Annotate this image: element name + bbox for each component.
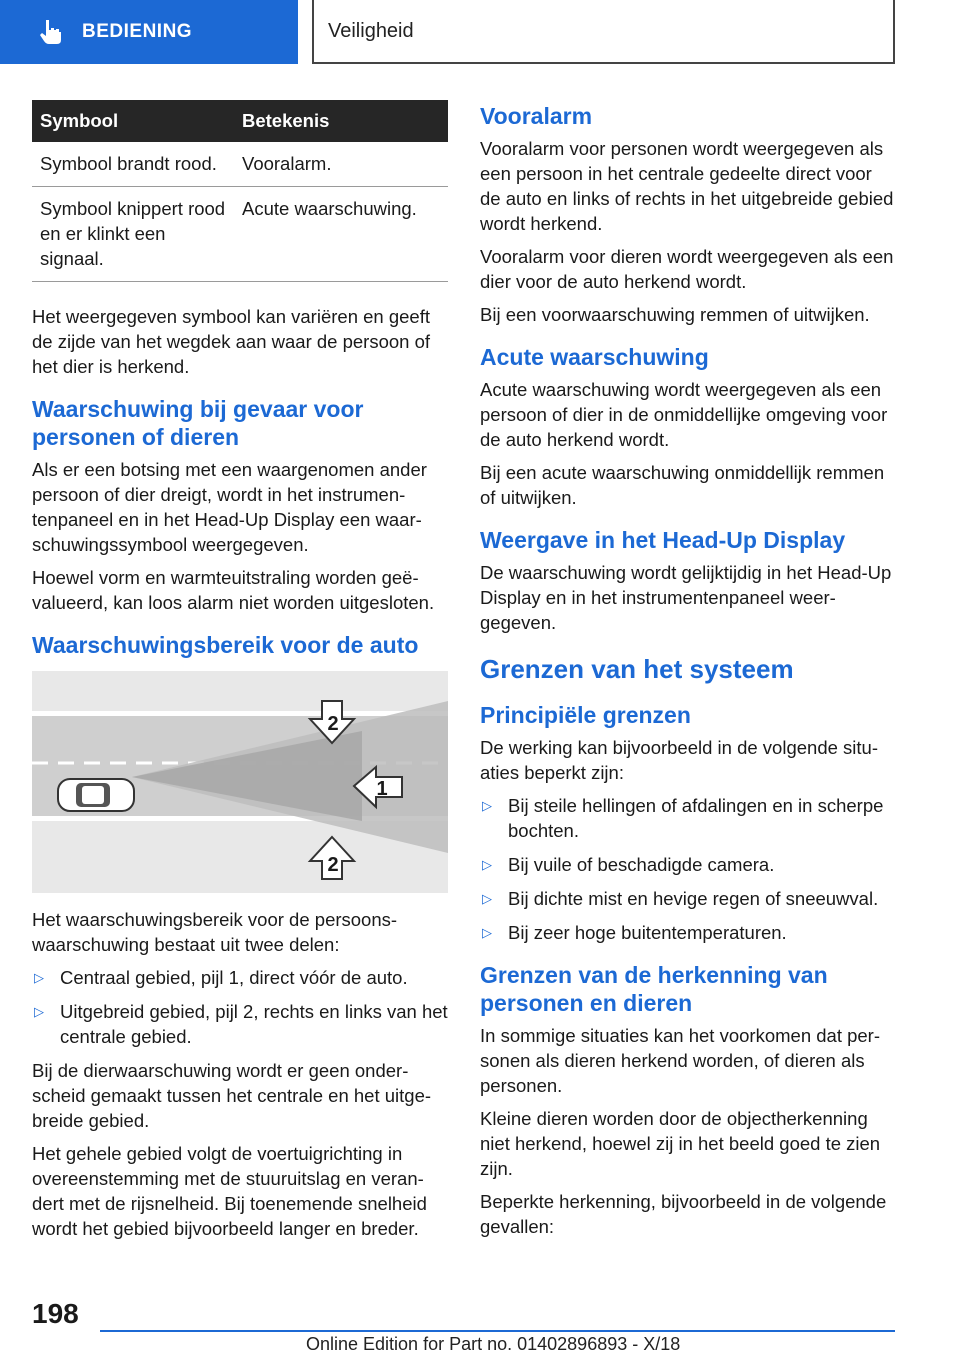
table-header-cell: Betekenis <box>234 100 448 142</box>
table-cell: Vooralarm. <box>234 142 448 187</box>
right-column <box>480 100 896 1247</box>
list-item-text: Bij vuile of beschadigde camera. <box>508 854 775 875</box>
car-icon <box>58 779 134 811</box>
section-heading: Vooralarm <box>480 103 593 129</box>
page-number: 198 <box>32 1298 79 1329</box>
list-item-text: Centraal gebied, pijl 1, direct vóór de auto. <box>60 967 408 988</box>
section-heading: Principiële grenzen <box>480 702 691 728</box>
table-row <box>32 142 448 187</box>
warning-range-diagram <box>32 671 448 893</box>
table-cell: Acute waarschuwing. <box>234 187 448 282</box>
paragraph: De waarschuwing wordt gelijktijdig in het Head-Up Display en in het instrumentenpaneel weergegeven. <box>480 562 892 633</box>
triangle-bullet-icon: ▷ <box>482 798 492 813</box>
chapter-label: BEDIENING <box>82 21 193 42</box>
bullet-list <box>32 965 448 1049</box>
paragraph: Het waarschuwingsbereik voor de persoonswaarschuwing bestaat uit twee delen: <box>32 909 398 955</box>
arrow-2-bottom-label: 2 <box>327 854 339 876</box>
paragraph: Acute waarschuwing wordt weergegeven als een persoon of dier in de onmiddellijke omgeving voor de auto herkend wordt. <box>480 379 888 450</box>
list-item <box>32 999 448 1049</box>
list-item <box>480 920 896 945</box>
arrow-1-label: 1 <box>376 778 388 800</box>
section-heading: Waarschuwing bij gevaar voor personen of dieren <box>32 396 364 450</box>
list-item <box>480 793 896 843</box>
footer-divider <box>100 1330 895 1332</box>
triangle-bullet-icon: ▷ <box>482 925 492 940</box>
chapter-heading: Grenzen van het systeem <box>480 654 794 684</box>
triangle-bullet-icon: ▷ <box>482 857 492 872</box>
table-row <box>32 187 448 282</box>
triangle-bullet-icon: ▷ <box>34 970 44 985</box>
section-heading: Weergave in het Head-Up Display <box>480 527 846 553</box>
list-item <box>480 886 896 911</box>
edition-info: Online Edition for Part no. 01402896893 - X/18 <box>306 1334 681 1354</box>
triangle-bullet-icon: ▷ <box>482 891 492 906</box>
paragraph: Vooralarm voor personen wordt weergegeven als een persoon in het centrale gedeelte direct voor de auto en links of rechts in het uitgebreide gebied wordt herkend. <box>480 138 894 234</box>
list-item-text: Uitgebreid gebied, pijl 2, rechts en links van het centrale gebied. <box>60 1001 448 1047</box>
table-header-cell: Symbool <box>32 100 234 142</box>
list-item-text: Bij dichte mist en hevige regen of sneeuwval. <box>508 888 879 909</box>
triangle-bullet-icon: ▷ <box>34 1004 44 1019</box>
hand-pointer-icon <box>36 17 66 47</box>
paragraph: Beperkte herkenning, bijvoorbeeld in de volgende gevallen: <box>480 1191 887 1237</box>
table-cell: Symbool brandt rood. <box>32 142 234 187</box>
paragraph: Bij een acute waarschuwing onmiddellijk remmen of uitwijken. <box>480 462 885 508</box>
arrow-2-top-label: 2 <box>327 713 339 735</box>
paragraph: In sommige situaties kan het voorkomen dat personen als dieren herkend worden, of dieren als personen. <box>480 1025 881 1096</box>
paragraph: Bij een voorwaarschuwing remmen of uitwijken. <box>480 304 870 325</box>
table-header-row <box>32 100 448 142</box>
section-heading: Acute waarschuwing <box>480 344 709 370</box>
paragraph: Als er een botsing met een waargenomen ander persoon of dier dreigt, wordt in het instrumentenpaneel en in het Head-Up Display een waarschuwingssymbool weergegeven. <box>32 459 427 555</box>
list-item <box>32 965 448 990</box>
paragraph: Bij de dierwaarschuwing wordt er geen onderscheid gemaakt tussen het centrale en het uitgebreide gebied. <box>32 1060 432 1131</box>
list-item-text: Bij zeer hoge buitentemperaturen. <box>508 922 787 943</box>
paragraph: Vooralarm voor dieren wordt weergegeven als een dier voor de auto herkend wordt. <box>480 246 894 292</box>
list-item <box>480 852 896 877</box>
section-title: Veiligheid <box>312 0 895 64</box>
paragraph: Het weergegeven symbool kan variëren en geeft de zijde van het wegdek aan waar de persoon of het dier is herkend. <box>32 306 431 377</box>
bullet-list <box>480 793 896 945</box>
section-heading: Waarschuwingsbereik voor de auto <box>32 632 419 658</box>
symbol-table <box>32 100 448 282</box>
left-column <box>32 100 448 1249</box>
chapter-tab[interactable] <box>0 0 298 64</box>
paragraph: De werking kan bijvoorbeeld in de volgende situaties beperkt zijn: <box>480 737 878 783</box>
paragraph: Kleine dieren worden door de objectherkenning niet herkend, hoewel zij in het beeld goed te zien zijn. <box>480 1108 881 1179</box>
paragraph: Hoewel vorm en warmteuitstraling worden geëvalueerd, kan loos alarm niet worden uitgesloten. <box>32 567 435 613</box>
table-cell: Symbool knippert rood en er klinkt een signaal. <box>32 187 234 282</box>
paragraph: Het gehele gebied volgt de voertuigrichting in overeenstemming met de stuuruitslag en verandert met de rijsnelheid. Bij toenemende snelheid wordt het gebied bijvoorbeeld langer en breder. <box>32 1143 427 1239</box>
list-item-text: Bij steile hellingen of afdalingen en in scherpe bochten. <box>508 795 884 841</box>
section-heading: Grenzen van de herkenning van personen en dieren <box>480 962 828 1016</box>
